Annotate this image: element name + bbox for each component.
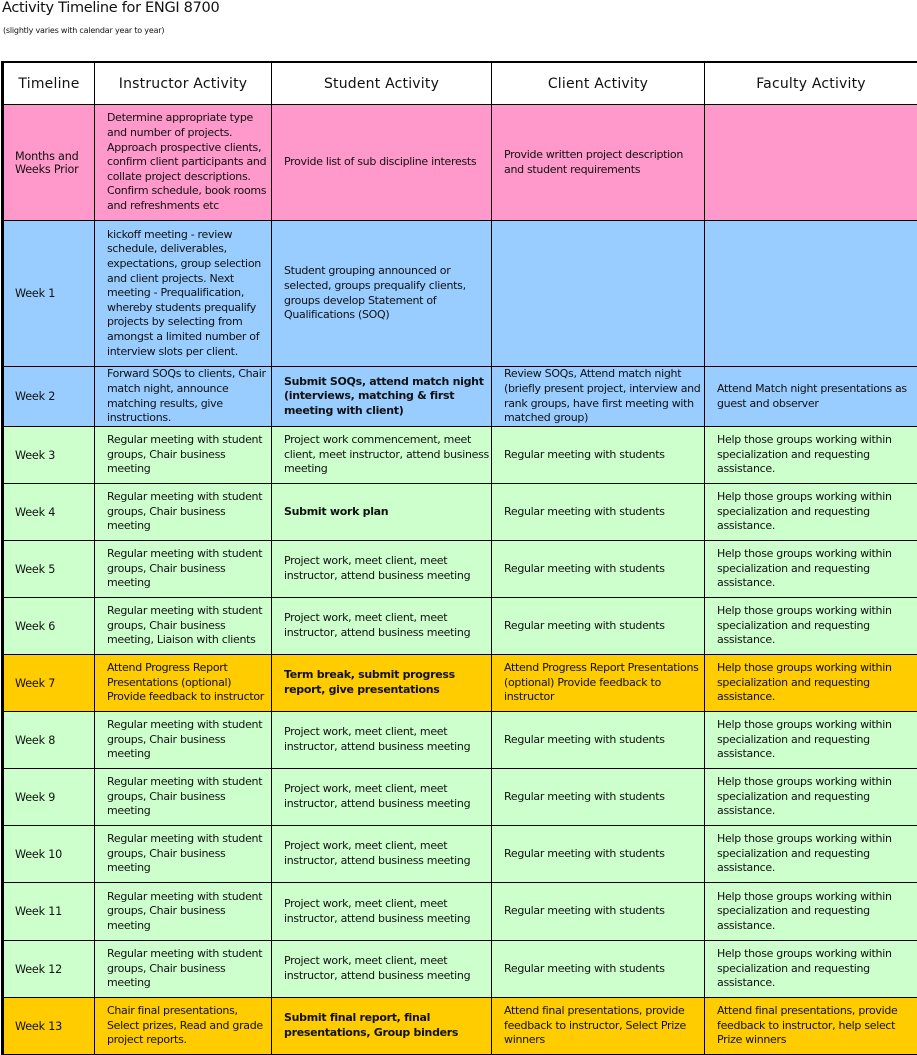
- table-row: [3, 427, 917, 484]
- client-activity-cell: Regular meeting with students: [492, 598, 705, 655]
- faculty-activity-cell: Help those groups working within specialization and requesting assistance.: [705, 655, 917, 712]
- table-row: [3, 367, 917, 427]
- student-activity-cell: Project work, meet client, meet instructor, attend business meeting: [272, 598, 492, 655]
- timeline-cell: Week 10: [3, 826, 95, 883]
- instructor-activity-cell: Regular meeting with student groups, Chair business meeting: [95, 484, 272, 541]
- table-row: [3, 712, 917, 769]
- timeline-cell: Months and Weeks Prior: [3, 105, 95, 221]
- client-activity-cell: Regular meeting with students: [492, 484, 705, 541]
- faculty-activity-cell: [705, 105, 917, 221]
- timeline-cell: Week 8: [3, 712, 95, 769]
- timeline-cell: Week 7: [3, 655, 95, 712]
- faculty-activity-cell: Help those groups working within specialization and requesting assistance.: [705, 598, 917, 655]
- page-subtitle: (slightly varies with calendar year to year): [3, 26, 165, 35]
- instructor-activity-cell: Determine appropriate type and number of projects. Approach prospective clients, confirm client participants and collate project descriptions. Confirm schedule, book rooms and refreshments etc: [95, 105, 272, 221]
- timeline-cell: Week 9: [3, 769, 95, 826]
- page-title: Activity Timeline for ENGI 8700: [2, 0, 220, 16]
- faculty-activity-cell: Help those groups working within specialization and requesting assistance.: [705, 712, 917, 769]
- client-activity-cell: Review SOQs, Attend match night (briefly present project, interview and rank groups, have first meeting with matched group): [492, 367, 705, 427]
- instructor-activity-cell: Regular meeting with student groups, Chair business meeting: [95, 826, 272, 883]
- instructor-activity-cell: kickoff meeting - review schedule, deliverables, expectations, group selection and client projects. Next meeting - Prequalification, whereby students prequalify projects by selecting from amongst a limited number of interview slots per client.: [95, 221, 272, 367]
- student-activity-cell: Term break, submit progress report, give presentations: [272, 655, 492, 712]
- faculty-activity-cell: Attend final presentations, provide feedback to instructor, help select Prize winners: [705, 998, 917, 1055]
- instructor-activity-cell: Regular meeting with student groups, Chair business meeting: [95, 712, 272, 769]
- faculty-activity-cell: Help those groups working within specialization and requesting assistance.: [705, 484, 917, 541]
- faculty-activity-cell: Help those groups working within specialization and requesting assistance.: [705, 769, 917, 826]
- timeline-cell: Week 6: [3, 598, 95, 655]
- timeline-cell: Week 1: [3, 221, 95, 367]
- student-activity-cell: Student grouping announced or selected, groups prequalify clients, groups develop Statement of Qualifications (SOQ): [272, 221, 492, 367]
- table-row: [3, 883, 917, 941]
- student-activity-cell: Project work, meet client, meet instructor, attend business meeting: [272, 941, 492, 998]
- timeline-cell: Week 4: [3, 484, 95, 541]
- faculty-activity-cell: Help those groups working within specialization and requesting assistance.: [705, 427, 917, 484]
- instructor-activity-cell: Regular meeting with student groups, Chair business meeting: [95, 769, 272, 826]
- table-row: [3, 655, 917, 712]
- student-activity-cell: Project work, meet client, meet instructor, attend business meeting: [272, 541, 492, 598]
- timeline-cell: Week 13: [3, 998, 95, 1055]
- timeline-cell: Week 12: [3, 941, 95, 998]
- instructor-activity-cell: Regular meeting with student groups, Chair business meeting: [95, 883, 272, 941]
- client-activity-cell: Attend final presentations, provide feedback to instructor, Select Prize winners: [492, 998, 705, 1055]
- student-activity-cell: Submit SOQs, attend match night (interviews, matching & first meeting with client): [272, 367, 492, 427]
- student-activity-cell: Project work commencement, meet client, meet instructor, attend business meeting: [272, 427, 492, 484]
- table-row: [3, 541, 917, 598]
- instructor-activity-cell: Regular meeting with student groups, Chair business meeting: [95, 427, 272, 484]
- instructor-activity-cell: Attend Progress Report Presentations (optional) Provide feedback to instructor: [95, 655, 272, 712]
- student-activity-cell: Project work, meet client, meet instructor, attend business meeting: [272, 826, 492, 883]
- client-activity-cell: Regular meeting with students: [492, 427, 705, 484]
- faculty-activity-cell: Help those groups working within specialization and requesting assistance.: [705, 883, 917, 941]
- student-activity-cell: Provide list of sub discipline interests: [272, 105, 492, 221]
- instructor-activity-cell: Regular meeting with student groups, Chair business meeting: [95, 941, 272, 998]
- timeline-cell: Week 2: [3, 367, 95, 427]
- instructor-activity-cell: Forward SOQs to clients, Chair match night, announce matching results, give instructions.: [95, 367, 272, 427]
- faculty-activity-cell: Help those groups working within specialization and requesting assistance.: [705, 826, 917, 883]
- header-student-activity: Student Activity: [272, 62, 492, 105]
- table-header-row: [3, 62, 917, 105]
- instructor-activity-cell: Chair final presentations, Select prizes, Read and grade project reports.: [95, 998, 272, 1055]
- header-faculty-activity: Faculty Activity: [705, 62, 917, 105]
- client-activity-cell: Regular meeting with students: [492, 769, 705, 826]
- student-activity-cell: Project work, meet client, meet instructor, attend business meeting: [272, 712, 492, 769]
- activity-timeline-table: [1, 61, 917, 1055]
- timeline-cell: Week 11: [3, 883, 95, 941]
- instructor-activity-cell: Regular meeting with student groups, Chair business meeting: [95, 541, 272, 598]
- table-row: [3, 769, 917, 826]
- table-row: [3, 826, 917, 883]
- table-row: [3, 598, 917, 655]
- faculty-activity-cell: Attend Match night presentations as guest and observer: [705, 367, 917, 427]
- faculty-activity-cell: [705, 221, 917, 367]
- faculty-activity-cell: Help those groups working within specialization and requesting assistance.: [705, 941, 917, 998]
- faculty-activity-cell: Help those groups working within specialization and requesting assistance.: [705, 541, 917, 598]
- table-row: [3, 221, 917, 367]
- instructor-activity-cell: Regular meeting with student groups, Chair business meeting, Liaison with clients: [95, 598, 272, 655]
- student-activity-cell: Submit work plan: [272, 484, 492, 541]
- timeline-cell: Week 5: [3, 541, 95, 598]
- table-row: [3, 998, 917, 1055]
- table-row: [3, 105, 917, 221]
- client-activity-cell: Regular meeting with students: [492, 541, 705, 598]
- client-activity-cell: Regular meeting with students: [492, 941, 705, 998]
- client-activity-cell: Regular meeting with students: [492, 883, 705, 941]
- student-activity-cell: Submit final report, final presentations, Group binders: [272, 998, 492, 1055]
- client-activity-cell: Regular meeting with students: [492, 712, 705, 769]
- header-instructor-activity: Instructor Activity: [95, 62, 272, 105]
- header-timeline: Timeline: [3, 62, 95, 105]
- client-activity-cell: Provide written project description and student requirements: [492, 105, 705, 221]
- student-activity-cell: Project work, meet client, meet instructor, attend business meeting: [272, 769, 492, 826]
- timeline-cell: Week 3: [3, 427, 95, 484]
- client-activity-cell: Regular meeting with students: [492, 826, 705, 883]
- client-activity-cell: Attend Progress Report Presentations (optional) Provide feedback to instructor: [492, 655, 705, 712]
- student-activity-cell: Project work, meet client, meet instructor, attend business meeting: [272, 883, 492, 941]
- client-activity-cell: [492, 221, 705, 367]
- table-row: [3, 484, 917, 541]
- table-row: [3, 941, 917, 998]
- header-client-activity: Client Activity: [492, 62, 705, 105]
